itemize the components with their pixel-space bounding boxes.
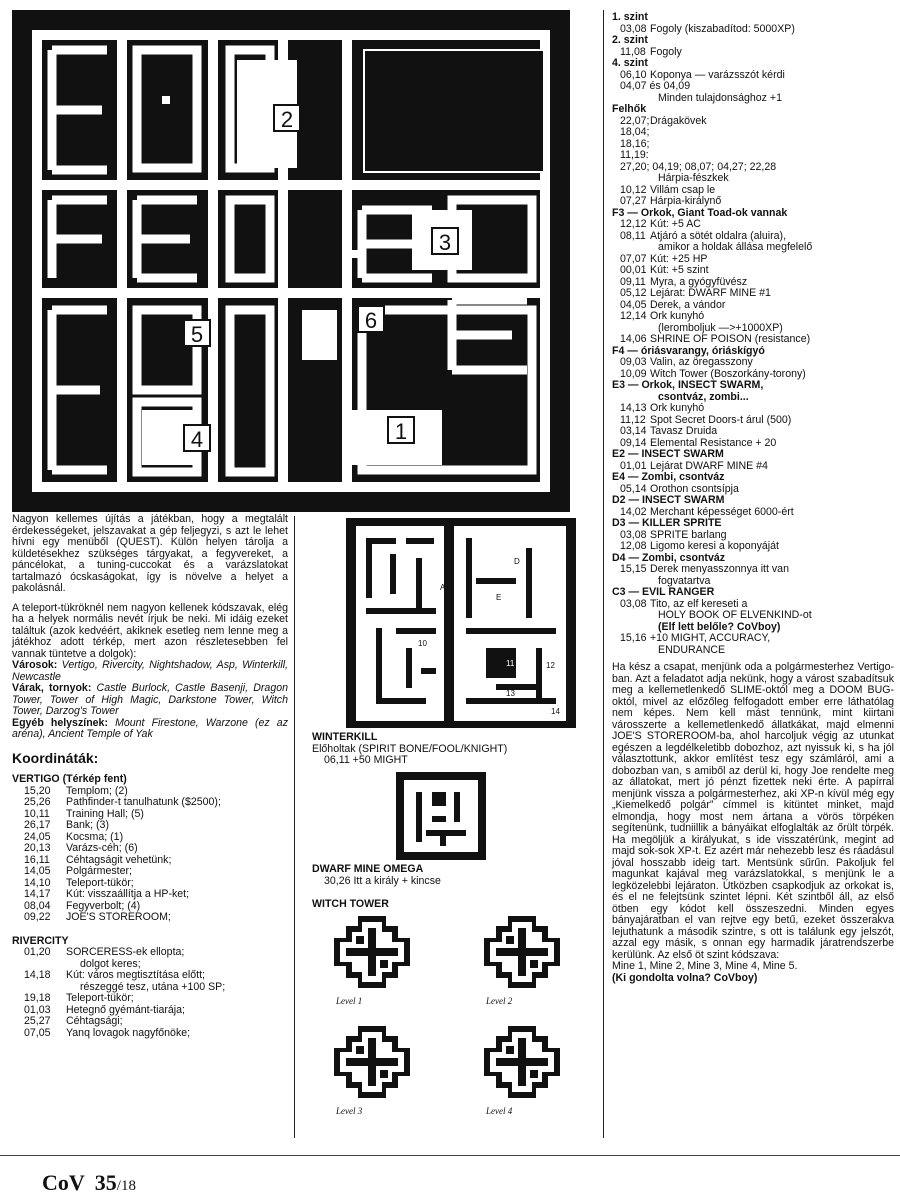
location-coordinate: 03,08 xyxy=(620,22,647,35)
coordinate-desc: Templom; (2) xyxy=(66,785,128,797)
section-heading: csontváz, zombi... xyxy=(658,391,749,403)
location-row xyxy=(612,530,894,542)
intro-paragraph: Nagyon kellemes újítás a játékban, hogy a megtalált érdekességeket, jelszavakat a gép feljegyzi, s azt le lehet hívni egy menüből (QUEST). Külön helyen tárolja a küldetésekhez szükséges tárgyakat, a fegyvereket, a páncélokat, a tuning-cuccokat és a varázslatokat tartalmazó ócskaságokat, így is növelve a helyet a pakolásnál. xyxy=(12,513,288,594)
coordinate-row xyxy=(12,843,288,855)
winterkill-line: 06,11 +50 MIGHT xyxy=(324,755,408,766)
location-coordinate: 05,14 xyxy=(620,482,647,495)
section-heading: 2. szint xyxy=(612,35,648,46)
section-heading: D4 — Zombi, csontváz xyxy=(612,552,726,564)
location-desc: Kút: +5 AC xyxy=(650,219,701,230)
story-text: Ha kész a csapat, menjünk oda a polgármesterhez Vertigo-ban. Azt a feladatot adja nekünk, hogy a várost szabadítsuk meg a kellemetlenkedő SLIME-októl meg a DOOM BUG-októl, mivel az előzőleg felfogadott ember erre láthatólag nem képes. Nem kell mást tennünk, mint kiirtani városszerte a kellemetlenkedő állatkákat, majd elmenni JOE'S STOREROOM-ba, ahol harcoljuk végig az utunkat egészen a legdélkeletibb dobozhoz, azt nyissuk ki, s ha jól választottunk, akkor említést tesz egy számláról, ami a dobozban van, s amiből az derül ki, hogy Joe rendelte meg az állatokat, mert jó pénzt fizettek neki érte. A papírral menjünk vissza a polgármesterhez, aki XP-n kívül még egy „Kiemelkedő polgár” címmel is kitüntet minket, majd elmondja, hogy most nem ártana a vörös törpéken segítenünk, tudniillik a bányáikat elfoglalták az őrült törpék. Ha megöljük a királyukat, s ide visszatérünk, megint ad majd sok-sok XP-t. Ez azért már nehezebb lesz és ráadásul jóval hosszabb ideig tart. Mentsünk sűrűn. Pakoljuk fel magunkat kajával meg varázslatokkal, s menjünk le a legközelebbi lejáraton. Útközben csapkodjuk az orkokat is, és el ne felejtsünk szintet lépni. Két szintből áll, az első ötben egy kódot kell összeszedni. Minden egyes bányajáratban el van rejtve egy betű, ezeket összerakva lejuthatunk a második szintre, s ott is találunk egy jelszót, azzal egy másik, s onnan egy harmadik járatrendszerbe kerülünk. Az első öt szint kódszava: xyxy=(612,661,894,961)
cities-list xyxy=(12,660,288,683)
coordinate-row xyxy=(12,912,288,924)
location-desc-cont: HOLY BOOK OF ELVENKIND-ot xyxy=(658,610,812,621)
other-places-text: Mount Firestone, Warzone (ez az aréna), Ancient Temple of Yak xyxy=(12,716,288,740)
location-desc: Ork kunyhó xyxy=(650,311,705,322)
column-divider xyxy=(294,516,295,1138)
section-heading: D3 — KILLER SPRITE xyxy=(612,518,722,529)
location-row xyxy=(612,300,894,312)
location-row xyxy=(612,116,894,162)
winterkill-map-label: D xyxy=(514,557,520,566)
coordinate-value: 20,13 xyxy=(24,842,51,854)
dwarf-mine-map xyxy=(396,772,486,860)
coordinate-value: 01,20 xyxy=(24,946,51,958)
coordinate-value: 25,26 xyxy=(24,796,51,808)
location-row xyxy=(612,438,894,450)
section-heading: E3 — Orkok, INSECT SWARM, xyxy=(612,380,764,391)
witch-tower-level-label: Level 4 xyxy=(486,1106,513,1116)
location-row xyxy=(612,219,894,231)
coordinate-desc: Training Hall; (5) xyxy=(66,808,144,820)
location-coordinate: 09,14 xyxy=(620,436,647,449)
coordinate-row xyxy=(12,855,288,867)
winterkill-map-label: 10 xyxy=(418,639,427,648)
coordinate-row xyxy=(12,1016,288,1028)
location-coordinate: 12,12 xyxy=(620,218,647,230)
map-room-number: 3 xyxy=(438,230,452,255)
location-row xyxy=(612,185,894,197)
witch-tower-title: WITCH TOWER xyxy=(312,898,389,910)
location-desc-cont: Minden tulajdonsághoz +1 xyxy=(658,92,782,104)
coordinate-row xyxy=(12,1005,288,1017)
location-row xyxy=(612,24,894,36)
location-desc: Ork kunyhó xyxy=(650,403,705,414)
vertigo-map xyxy=(12,10,570,512)
location-coordinate: 07,27 xyxy=(620,195,647,207)
cities-label: Városok: xyxy=(12,659,58,671)
coordinate-desc: Kocsma; (1) xyxy=(66,831,124,843)
coordinate-row xyxy=(12,832,288,844)
location-row xyxy=(612,426,894,438)
location-desc: Witch Tower (Boszorkány-torony) xyxy=(650,368,806,380)
location-row xyxy=(612,461,894,473)
location-coordinate: 08,11 xyxy=(620,229,646,242)
map-room-number: 6 xyxy=(364,308,378,333)
witch-tower-floor-map xyxy=(482,1024,562,1100)
vertigo-coordinates xyxy=(12,786,288,924)
coordinate-row xyxy=(12,901,288,913)
location-desc-cont: amikor a holdak állása megfelelő xyxy=(658,242,813,253)
location-desc: Fogoly (kiszabadítod: 5000XP) xyxy=(650,23,795,35)
left-column xyxy=(12,514,288,1039)
coordinate-row xyxy=(12,889,288,901)
rivercity-coordinates xyxy=(12,947,288,1039)
location-desc: Myra, a gyógyfüvész xyxy=(650,276,748,288)
coordinate-value: 10,11 xyxy=(24,807,50,820)
coordinate-value: 19,18 xyxy=(24,992,51,1004)
location-desc-cont: (leromboljuk —>+1000XP) xyxy=(658,322,783,334)
location-row xyxy=(612,507,894,519)
location-row xyxy=(612,288,894,300)
coordinate-desc: Yanq lovagok nagyfőnöke; xyxy=(66,1027,191,1039)
castles-label: Várak, tornyok: xyxy=(12,682,92,694)
location-coordinate: 14,06 xyxy=(620,333,647,345)
coordinate-desc: Kút: város megtisztítása előtt; xyxy=(66,970,205,981)
castles-text: Castle Burlock, Castle Basenji, Dragon Tower, Tower of High Magic, Darkstone Tower, Witch Tower, Darzog's Tower xyxy=(12,682,288,717)
coordinate-value: 07,05 xyxy=(24,1026,51,1039)
location-coordinate: 09,11 xyxy=(620,275,646,288)
section-heading: E2 — INSECT SWARM xyxy=(612,449,724,460)
coordinate-row xyxy=(12,797,288,809)
location-coordinate: 22,07; 18,04; 18,16; 11,19: xyxy=(620,114,650,161)
location-coordinate: 07,07 xyxy=(620,252,647,265)
location-row xyxy=(612,599,894,611)
section-heading: F4 — óriásvarangy, óriáskígyó xyxy=(612,345,765,357)
coordinate-desc-cont: dolgot keres; xyxy=(80,958,141,970)
location-row xyxy=(612,277,894,289)
teleport-paragraph: A teleport-tükröknél nem nagyon kellenek kódszavak, elég ha a helyek normális nevét írjuk be neki. Mi idáig ezeket találtuk (azok kedvéért, akiknek esetleg nem lenne meg a játékhoz adott térkép, mert azon részletesebben fel vannak tüntetve a dolgok): xyxy=(12,601,288,660)
coordinate-value: 24,05 xyxy=(24,830,51,843)
location-desc: Elemental Resistance + 20 xyxy=(650,437,777,449)
coordinate-row xyxy=(12,820,288,832)
section-heading: 1. szint xyxy=(612,12,648,23)
location-desc: Kút: +5 szint xyxy=(650,265,709,276)
story-mine-codes: Mine 1, Mine 2, Mine 3, Mine 4, Mine 5. xyxy=(612,961,798,972)
location-row xyxy=(612,564,894,576)
location-row xyxy=(612,265,894,277)
winterkill-map xyxy=(346,518,576,728)
coordinate-value: 08,04 xyxy=(24,899,51,912)
column-divider xyxy=(603,10,604,1138)
location-desc: SPRITE barlang xyxy=(650,529,727,541)
coordinate-value: 14,17 xyxy=(24,888,51,900)
location-desc: Tito, az elf kereseti a xyxy=(650,598,748,610)
location-desc: Lejárat: DWARF MINE #1 xyxy=(650,288,771,299)
location-desc: Kút: +25 HP xyxy=(650,253,708,265)
coordinate-desc: Céhtagságit vehetünk; xyxy=(66,854,172,866)
coordinate-desc: Teleport-tükör; xyxy=(66,993,134,1004)
coordinate-desc: Polgármester; xyxy=(66,866,132,877)
coordinate-value: 09,22 xyxy=(24,911,51,923)
footer xyxy=(42,1170,136,1196)
coordinate-desc: Kút: visszaállítja a HP-ket; xyxy=(66,889,190,900)
footer-brand: CoV xyxy=(42,1170,85,1195)
section-heading: E4 — Zombi, csontváz xyxy=(612,472,725,483)
coordinate-desc: Teleport-tükör; xyxy=(66,877,134,889)
location-list xyxy=(612,12,894,656)
location-coordinate: 14,02 xyxy=(620,505,647,518)
coordinate-desc: SORCERESS-ek ellopta; xyxy=(66,947,185,958)
map-room-number: 5 xyxy=(190,322,204,347)
map-room-number: 2 xyxy=(280,107,294,132)
rivercity-heading: RIVERCITY xyxy=(12,934,69,947)
location-row xyxy=(612,403,894,415)
location-row xyxy=(612,162,894,174)
winterkill-map-label: A xyxy=(440,583,446,592)
location-desc: Átjáró a sötét oldalra (aluira), xyxy=(650,230,787,242)
location-desc: Spot Secret Doors-t árul (500) xyxy=(650,414,792,426)
coordinate-value: 16,11 xyxy=(24,853,50,866)
coordinate-value: 26,17 xyxy=(24,819,51,831)
location-desc-cont: Hárpia-fészkek xyxy=(658,173,729,184)
location-row xyxy=(612,196,894,208)
map-room-number: 4 xyxy=(190,427,204,452)
location-desc: Orothon csontsípja xyxy=(650,483,739,495)
section-heading: C3 — EVIL RANGER xyxy=(612,587,715,598)
location-row xyxy=(612,311,894,323)
witch-tower-level xyxy=(474,914,584,1014)
story-signoff: (Ki gondolta volna? CoVboy) xyxy=(612,972,758,984)
section-heading: Felhők xyxy=(612,104,647,115)
dwarf-mine-title: DWARF MINE OMEGA xyxy=(312,863,424,875)
location-row xyxy=(612,231,894,243)
location-coordinate: 11,12 xyxy=(620,413,646,426)
location-coordinate: 15,16 xyxy=(620,632,647,644)
location-row xyxy=(612,254,894,266)
coordinate-value: 25,27 xyxy=(24,1015,51,1027)
coordinate-row xyxy=(12,786,288,798)
location-row xyxy=(612,415,894,427)
coordinate-value: 14,10 xyxy=(24,876,51,889)
location-coordinate: 10,12 xyxy=(620,183,647,196)
coordinate-desc: Hetegnő gyémánt-tiarája; xyxy=(66,1004,185,1016)
location-coordinate: 10,09 xyxy=(620,367,647,380)
coordinate-desc: Fegyverbolt; (4) xyxy=(66,900,141,912)
castles-list xyxy=(12,683,288,718)
winterkill-line: Élőholtak (SPIRIT BONE/FOOL/KNIGHT) xyxy=(312,743,508,755)
witch-tower-level-label: Level 1 xyxy=(336,996,363,1006)
witch-tower-levels xyxy=(324,914,584,1134)
coordinate-desc: Bank; (3) xyxy=(66,820,109,831)
coordinate-desc: Varázs-céh; (6) xyxy=(66,843,138,854)
location-coordinate: 03,14 xyxy=(620,425,647,437)
location-desc: +10 MIGHT, ACCURACY, xyxy=(650,633,771,644)
location-coordinate: 12,08 xyxy=(620,540,647,552)
winterkill-map-label: 13 xyxy=(506,689,515,698)
coordinate-row xyxy=(12,1028,288,1040)
location-desc: Derek, a vándor xyxy=(650,299,726,311)
location-coordinate: 01,01 xyxy=(620,459,647,472)
location-desc-cont: (Elf lett belőle? CoVboy) xyxy=(658,621,781,633)
witch-tower-level xyxy=(324,1024,434,1124)
location-desc: Tavasz Druida xyxy=(650,426,718,437)
location-row xyxy=(612,484,894,496)
location-row xyxy=(612,334,894,346)
coordinate-desc: Pathfinder-t tanulhatunk ($2500); xyxy=(66,797,221,808)
other-places-list xyxy=(12,718,288,741)
location-coordinate: 04,05 xyxy=(620,298,647,311)
location-desc: Hárpia-királynő xyxy=(650,196,722,207)
coordinate-desc-cont: részeggé tesz, utána +100 SP; xyxy=(80,981,226,993)
location-desc: Merchant képességet 6000-ért xyxy=(650,506,794,518)
location-desc: Koponya — varázsszót kérdi xyxy=(650,69,785,81)
coordinate-value: 01,03 xyxy=(24,1003,51,1016)
location-coordinate: 05,12 xyxy=(620,287,647,299)
location-coordinate: 00,01 xyxy=(620,264,647,276)
winterkill-map-label: 12 xyxy=(546,661,555,670)
vertigo-heading: VERTIGO (Térkép fent) xyxy=(12,773,127,785)
location-coordinate: 12,14 xyxy=(620,310,647,322)
location-row xyxy=(612,81,894,93)
location-desc-cont: ENDURANCE xyxy=(658,644,726,656)
coordinates-heading: Koordináták: xyxy=(12,749,99,766)
location-coordinate: 06,10 xyxy=(620,68,647,81)
location-desc: Drágakövek xyxy=(650,115,707,127)
right-column xyxy=(612,12,894,984)
location-desc: Valin, az öregasszony xyxy=(650,357,753,368)
location-coordinate: 04,07 és 04,09 xyxy=(620,81,691,92)
winterkill-map-label: E xyxy=(496,593,502,602)
coordinate-row xyxy=(12,866,288,878)
location-coordinate: 27,20; 04,19; 08,07; 04,27; 22,28 xyxy=(620,161,777,173)
winterkill-title: WINTERKILL xyxy=(312,731,378,743)
witch-tower-level xyxy=(324,914,434,1014)
location-desc: Derek menyasszonnya itt van xyxy=(650,564,789,575)
coordinate-row xyxy=(12,993,288,1005)
location-desc: Ligomo keresi a koponyáját xyxy=(650,541,779,552)
story-paragraph xyxy=(612,662,894,961)
coordinate-value: 15,20 xyxy=(24,784,51,797)
coordinate-row xyxy=(12,878,288,890)
coordinate-row xyxy=(12,809,288,821)
section-heading: 4. szint xyxy=(612,58,648,69)
location-coordinate: 11,08 xyxy=(620,45,646,58)
coordinate-value: 14,18 xyxy=(24,969,51,981)
cities-text: Vertigo, Rivercity, Nightshadow, Asp, Winterkill, Newcastle xyxy=(12,659,288,683)
section-heading: F3 — Orkok, Giant Toad-ok vannak xyxy=(612,207,788,219)
coordinate-value: 14,05 xyxy=(24,865,51,877)
footer-rule xyxy=(0,1155,900,1156)
location-desc-cont: fogvatartva xyxy=(658,575,711,587)
location-coordinate: 03,08 xyxy=(620,528,647,541)
location-desc: Fogoly xyxy=(650,46,682,58)
location-row xyxy=(612,541,894,553)
witch-tower-floor-map xyxy=(332,914,412,990)
witch-tower-floor-map xyxy=(332,1024,412,1100)
coordinate-desc: JOE'S STOREROOM; xyxy=(66,912,171,923)
witch-tower-floor-map xyxy=(482,914,562,990)
map-room-number: 1 xyxy=(394,419,408,444)
winterkill-map-label: 11 xyxy=(506,659,515,668)
other-places-label: Egyéb helyszínek: xyxy=(12,716,108,729)
location-coordinate: 14,13 xyxy=(620,402,647,414)
footer-page-suffix: /18 xyxy=(116,1178,136,1194)
location-coordinate: 09,03 xyxy=(620,356,647,368)
location-row xyxy=(612,357,894,369)
location-desc: SHRINE OF POISON (resistance) xyxy=(650,334,811,345)
location-row xyxy=(612,70,894,82)
location-row xyxy=(612,633,894,645)
section-heading: D2 — INSECT SWARM xyxy=(612,495,725,506)
location-desc: Villám csap le xyxy=(650,184,716,196)
witch-tower-level-label: Level 3 xyxy=(336,1106,363,1116)
location-coordinate: 15,15 xyxy=(620,563,647,575)
winterkill-map-label: 14 xyxy=(551,707,560,716)
coordinate-row xyxy=(12,947,288,959)
location-coordinate: 03,08 xyxy=(620,597,647,610)
dwarf-mine-line: 30,26 Itt a király + kincse xyxy=(324,875,441,887)
coordinate-desc: Céhtagsági; xyxy=(66,1016,123,1027)
location-row xyxy=(612,47,894,59)
witch-tower-level-label: Level 2 xyxy=(486,996,513,1006)
location-row xyxy=(612,369,894,381)
footer-page-number: 35 xyxy=(94,1170,117,1195)
witch-tower-level xyxy=(474,1024,584,1124)
location-desc: Lejárat DWARF MINE #4 xyxy=(650,460,768,472)
coordinate-row xyxy=(12,970,288,982)
